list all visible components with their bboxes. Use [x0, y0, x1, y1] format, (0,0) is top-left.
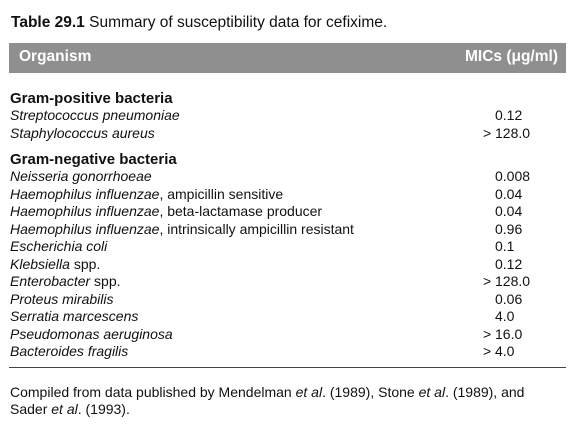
table-row: [10, 221, 530, 239]
table-row: [10, 326, 530, 344]
mic-cell: > 128.0: [483, 273, 531, 289]
mic-cell: > 16.0: [483, 325, 523, 342]
organism-cell: Serratia marcescens: [10, 308, 139, 324]
organism-cell: Klebsiella spp.: [10, 255, 101, 272]
table-row: [10, 273, 530, 291]
organism-cell: Haemophilus influenzae, intrinsically ampicillin resistant: [10, 220, 354, 237]
organism-cell: Enterobacter spp.: [10, 273, 121, 289]
mic-cell: 0.96: [495, 220, 523, 237]
mic-cell: 0.1: [495, 238, 515, 254]
table-row: [10, 343, 530, 361]
organism-cell: Bacteroides fragilis: [10, 343, 129, 359]
table-row: [10, 186, 530, 204]
mic-cell: > 4.0: [483, 343, 515, 359]
mic-cell: 0.06: [495, 290, 523, 307]
table-bottom-rule: [9, 367, 566, 368]
mic-cell: 0.12: [495, 255, 523, 272]
table-row: [10, 256, 530, 274]
table-footnote: Compiled from data published by Mendelman et al. (1989), Stone et al. (1989), and Sader et al. (1993).: [10, 384, 525, 417]
organism-cell: Neisseria gonorrhoeae: [10, 168, 152, 184]
organism-cell: Escherichia coli: [10, 238, 108, 254]
header-organism: Organism: [19, 48, 92, 65]
mic-cell: 0.008: [495, 168, 531, 184]
header-mics: MICs (μg/ml): [464, 48, 558, 65]
table-row: [10, 168, 530, 186]
mic-cell: 0.12: [495, 107, 523, 123]
mic-cell: 4.0: [495, 308, 515, 324]
organism-cell: Staphylococcus aureus: [10, 124, 155, 141]
mic-cell: 0.04: [495, 185, 523, 202]
table-label: Table 29.1: [11, 14, 85, 31]
table-row: [10, 308, 530, 326]
group-heading-gram-positive: Gram-positive bacteria: [10, 90, 173, 107]
table-row: [10, 203, 530, 221]
table-caption: Summary of susceptibility data for cefixime.: [89, 14, 388, 31]
mic-cell: 0.04: [495, 203, 523, 219]
mic-cell: > 128.0: [483, 124, 531, 141]
organism-cell: Haemophilus influenzae, ampicillin sensitive: [10, 185, 284, 202]
table-row: [10, 291, 530, 309]
organism-cell: Proteus mirabilis: [10, 290, 114, 307]
table-row: [10, 238, 530, 256]
table-header: [9, 43, 566, 73]
table-title: [11, 13, 387, 33]
organism-cell: Streptococcus pneumoniae: [10, 107, 180, 123]
table-row: [10, 107, 530, 125]
table-row: [10, 125, 530, 143]
organism-cell: Haemophilus influenzae, beta-lactamase producer: [10, 203, 323, 219]
organism-cell: Pseudomonas aeruginosa: [10, 325, 173, 342]
group-heading-gram-negative: Gram-negative bacteria: [10, 151, 177, 168]
